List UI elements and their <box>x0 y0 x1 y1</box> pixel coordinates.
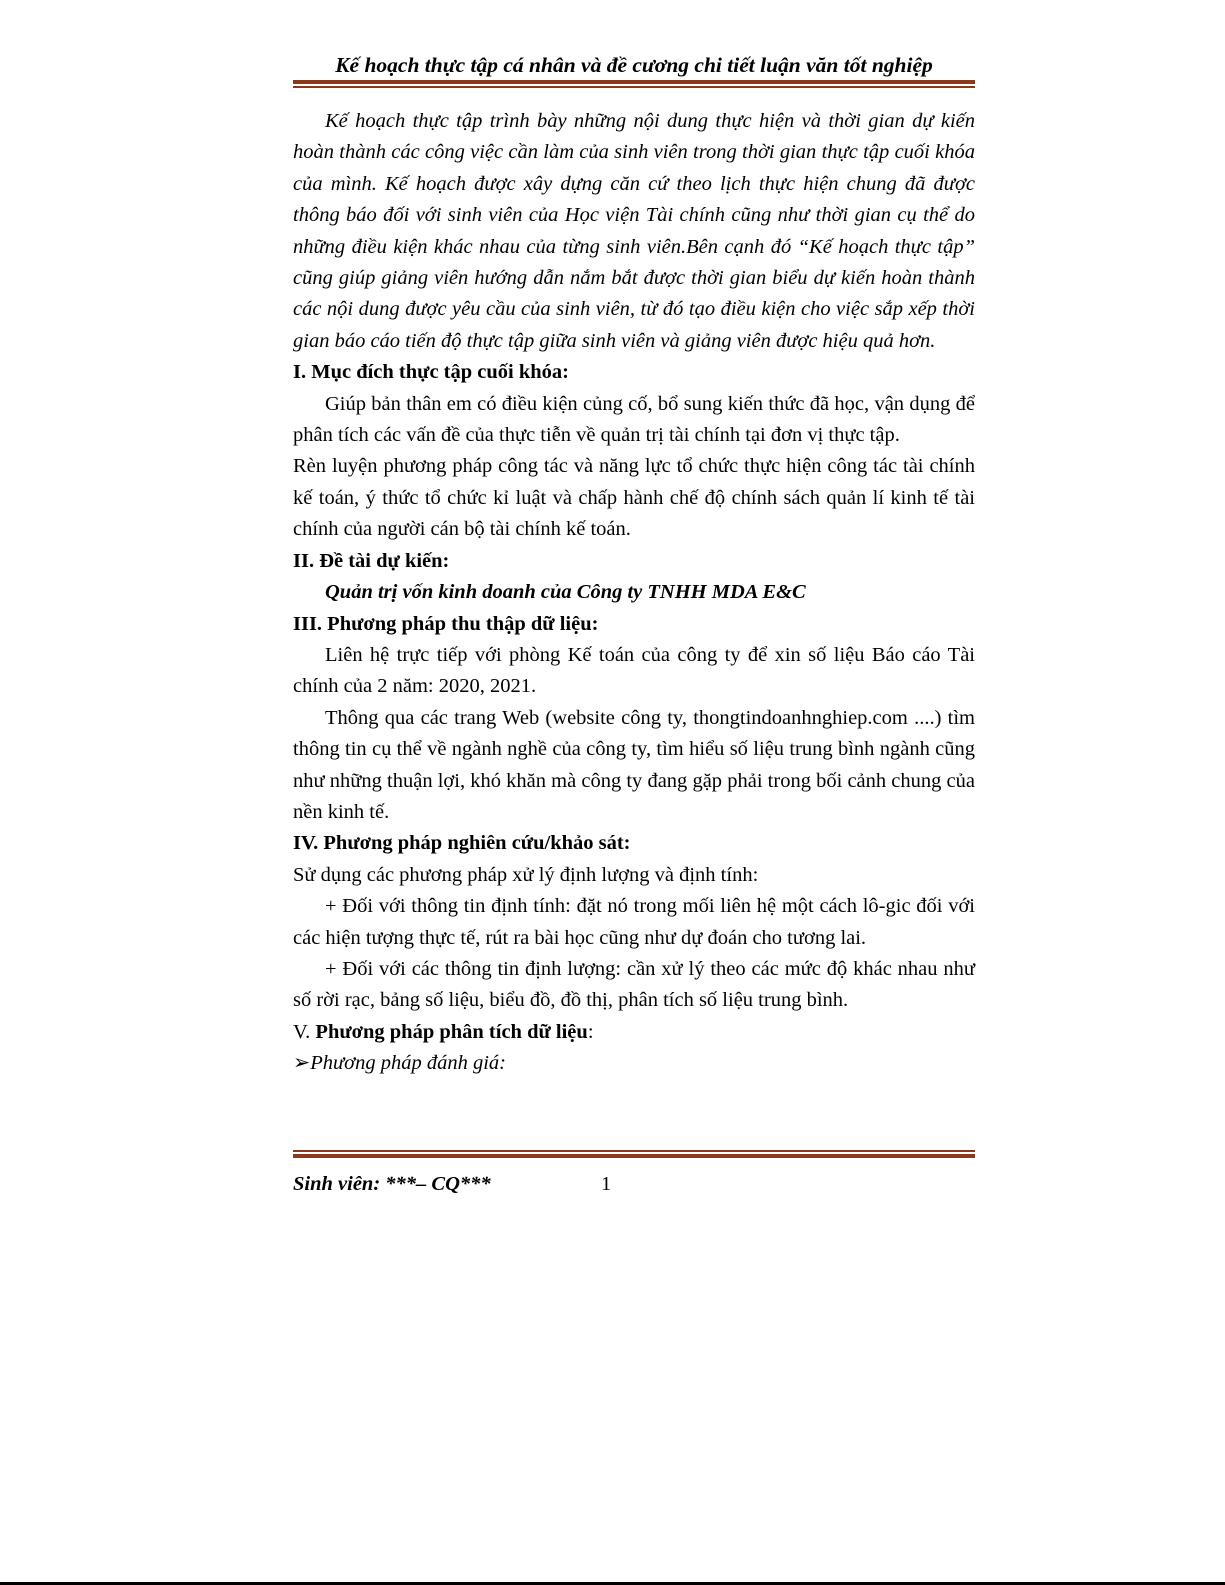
section-4-paragraph-3: + Đối với các thông tin định lượng: cần xử lý theo các mức độ khác nhau như số rời rạc, bảng số liệu, biểu đồ, đồ thị, phân tích số liệu trung bình. <box>293 957 975 1012</box>
document-body <box>293 106 975 1080</box>
header-rule-thick <box>293 80 975 84</box>
bullet-item <box>293 1048 975 1079</box>
section-2-heading: II. Đề tài dự kiến: <box>293 549 450 572</box>
bullet-item-text: Phương pháp đánh giá: <box>310 1052 506 1075</box>
footer-rule-thick <box>293 1154 975 1158</box>
header-rule-thin <box>293 86 975 88</box>
section-5-heading <box>293 1017 975 1048</box>
section-1-heading: I. Mục đích thực tập cuối khóa: <box>293 361 569 384</box>
page-header-title: Kế hoạch thực tập cá nhân và đề cương chi tiết luận văn tốt nghiệp <box>335 53 933 77</box>
section-4-heading: IV. Phương pháp nghiên cứu/khảo sát: <box>293 832 631 855</box>
section-3-paragraph-1: Liên hệ trực tiếp với phòng Kế toán của công ty để xin số liệu Báo cáo Tài chính của 2 năm: 2020, 2021. <box>293 643 975 698</box>
section-5-heading-suffix: : <box>587 1020 594 1043</box>
page-number: 1 <box>601 1173 612 1195</box>
section-4-paragraph-1: Sử dụng các phương pháp xử lý định lượng và định tính: <box>293 863 759 886</box>
section-3-paragraph-2: Thông qua các trang Web (website công ty, thongtindoanhnghiep.com ....) tìm thông tin cụ thể về ngành nghề của công ty, tìm hiểu số liệu trung bình ngành cũng như những thuận lợi, khó khăn mà công ty đang gặp phải trong bối cảnh chung của nền kinh tế. <box>293 706 975 823</box>
footer-student-label: Sinh viên: ***– CQ*** <box>293 1173 491 1195</box>
section-3-heading: III. Phương pháp thu thập dữ liệu: <box>293 612 599 635</box>
intro-paragraph: Kế hoạch thực tập trình bày những nội dung thực hiện và thời gian dự kiến hoàn thành các công việc cần làm của sinh viên trong thời gian thực tập cuối khóa của mình. Kế hoạch được xây dựng căn cứ theo lịch thực hiện chung đã được thông báo đối với sinh viên của Học viện Tài chính cũng như thời gian cụ thể do những điều kiện khác nhau của từng sinh viên.Bên cạnh đó “Kế hoạch thực tập” cũng giúp giảng viên hướng dẫn nắm bắt được thời gian biểu dự kiến hoàn thành các nội dung được yêu cầu của sinh viên, từ đó tạo điều kiện cho việc sắp xếp thời gian báo cáo tiến độ thực tập giữa sinh viên và giảng viên được hiệu quả hơn. <box>293 110 975 352</box>
footer-rule-thin <box>293 1150 975 1152</box>
section-4-paragraph-2: + Đối với thông tin định tính: đặt nó trong mối liên hệ một cách lô-gic đối với các hiện tượng thực tế, rút ra bài học cũng như dự đoán cho tương lai. <box>293 895 975 949</box>
thesis-topic: Quản trị vốn kinh doanh của Công ty TNHH MDA E&C <box>325 581 806 604</box>
section-1-paragraph-2: Rèn luyện phương pháp công tác và năng lực tổ chức thực hiện công tác tài chính kế toán, ý thức tổ chức kỉ luật và chấp hành chế độ chính sách quản lí kinh tế tài chính của người cán bộ tài chính kế toán. <box>293 455 975 541</box>
section-5-heading-prefix: V. <box>293 1020 316 1043</box>
section-5-heading-text: Phương pháp phân tích dữ liệu <box>315 1020 588 1043</box>
arrow-bullet-icon: ➢ <box>293 1052 311 1075</box>
section-1-paragraph-1: Giúp bản thân em có điều kiện củng cố, bổ sung kiến thức đã học, vận dụng để phân tích các vấn đề của thực tiễn về quản trị tài chính tại đơn vị thực tập. <box>293 392 975 447</box>
